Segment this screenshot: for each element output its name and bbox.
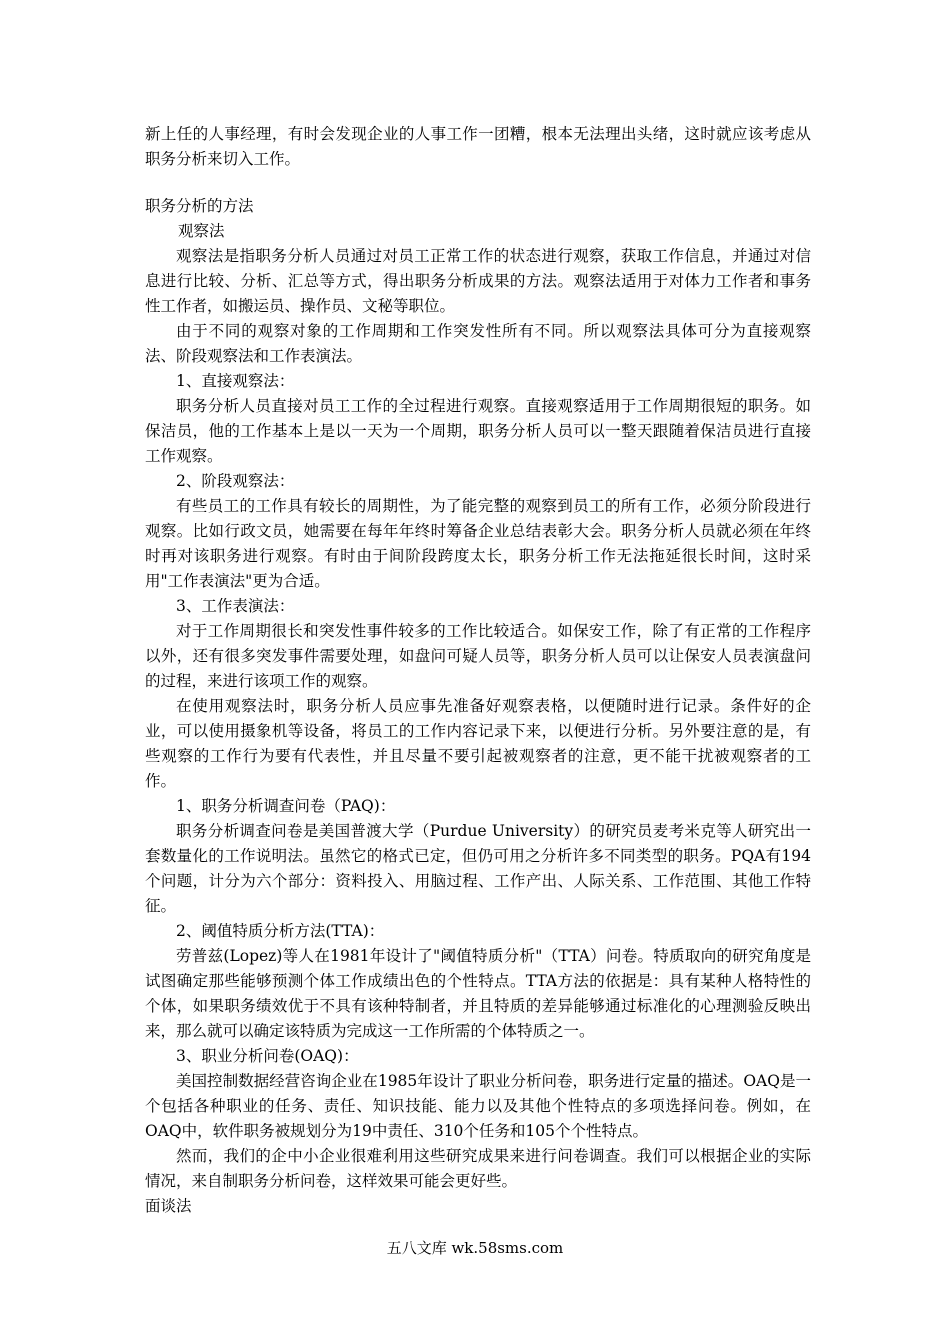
subheading-work-performance: 3、工作表演法：	[176, 597, 295, 615]
paragraph-work-performance: 对于工作周期很长和突发性事件较多的工作比较适合。如保安工作，除了有正常的工作程序以外，还有很多突发事件需要处理，如盘问可疑人员等，职务分析人员可以让保安人员表演盘问的过程，来进行该项工作的观察。	[145, 622, 811, 690]
section-title: 职务分析的方法	[145, 197, 254, 215]
paragraph-conclusion: 然而，我们的企中小企业很难利用这些研究成果来进行问卷调查。我们可以根据企业的实际情况，来自制职务分析问卷，这样效果可能会更好些。	[145, 1147, 811, 1190]
paragraph-stage-observation: 有些员工的工作具有较长的周期性，为了能完整的观察到员工的所有工作，必须分阶段进行观察。比如行政文员，她需要在每年年终时筹备企业总结表彰大会。职务分析人员就必须在年终时再对该职务进行观察。有时由于间阶段跨度太长，职务分析工作无法拖延很长时间，这时采用"工作表演法"更为合适。	[145, 497, 811, 590]
paragraph-observation-types: 由于不同的观察对象的工作周期和工作突发性所有不同。所以观察法具体可分为直接观察法、阶段观察法和工作表演法。	[145, 322, 811, 365]
spacer	[145, 172, 811, 194]
paragraph-oaq: 美国控制数据经营咨询企业在1985年设计了职业分析问卷，职务进行定量的描述。OAQ是一个包括各种职业的任务、责任、知识技能、能力以及其他个性特点的多项选择问卷。例如，在OAQ中，软件职务被规划分为19中责任、310个任务和105个个性特点。	[145, 1072, 811, 1140]
subheading-paq: 1、职务分析调查问卷（PAQ)：	[176, 797, 396, 815]
intro-paragraph: 新上任的人事经理，有时会发现企业的人事工作一团糟，根本无法理出头绪，这时就应该考虑从职务分析来切入工作。	[145, 125, 811, 168]
page-footer: 五八文库 wk.58sms.com	[386, 1239, 564, 1257]
method-title-interview: 面谈法	[145, 1197, 192, 1215]
subheading-tta: 2、阈值特质分析方法(TTA)：	[176, 922, 385, 940]
paragraph-paq: 职务分析调查问卷是美国普渡大学（Purdue University）的研究员麦考米克等人研究出一套数量化的工作说明法。虽然它的格式已定，但仍可用之分析许多不同类型的职务。PQA有194个问题，计分为六个部分：资料投入、用脑过程、工作产出、人际关系、工作范围、其他工作特征。	[145, 822, 811, 915]
subheading-oaq: 3、职业分析问卷(OAQ)：	[176, 1047, 359, 1065]
paragraph-observation-notes: 在使用观察法时，职务分析人员应事先准备好观察表格，以便随时进行记录。条件好的企业，可以使用摄象机等设备，将员工的工作内容记录下来，以便进行分析。另外要注意的是，有些观察的工作行为要有代表性，并且尽量不要引起被观察者的注意，更不能干扰被观察者的工作。	[145, 697, 811, 790]
subheading-stage-observation: 2、阶段观察法：	[176, 472, 295, 490]
method-title-observation: 观察法	[178, 222, 225, 240]
paragraph-observation-definition: 观察法是指职务分析人员通过对员工正常工作的状态进行观察，获取工作信息，并通过对信息进行比较、分析、汇总等方式，得出职务分析成果的方法。观察法适用于对体力工作者和事务性工作者，如搬运员、操作员、文秘等职位。	[145, 247, 811, 315]
paragraph-direct-observation: 职务分析人员直接对员工工作的全过程进行观察。直接观察适用于工作周期很短的职务。如保洁员，他的工作基本上是以一天为一个周期，职务分析人员可以一整天跟随着保洁员进行直接工作观察。	[145, 397, 811, 465]
subheading-direct-observation: 1、直接观察法：	[176, 372, 295, 390]
paragraph-tta: 劳普兹(Lopez)等人在1981年设计了"阈值特质分析"（TTA）问卷。特质取向的研究角度是试图确定那些能够预测个体工作成绩出色的个性特点。TTA方法的依据是：具有某种人格特性的个体，如果职务绩效优于不具有该种特制者，并且特质的差异能够通过标准化的心理测验反映出来，那么就可以确定该特质为完成这一工作所需的个体特质之一。	[145, 947, 811, 1040]
document-body	[145, 122, 811, 1219]
